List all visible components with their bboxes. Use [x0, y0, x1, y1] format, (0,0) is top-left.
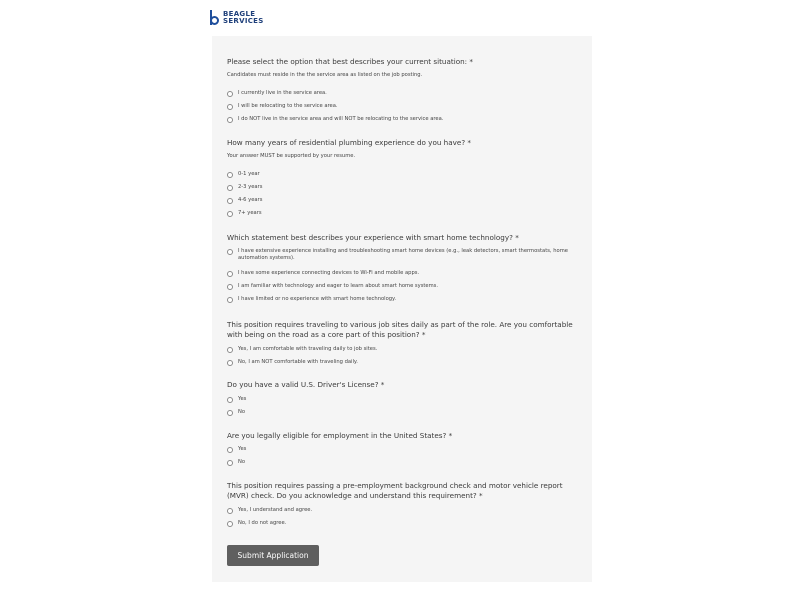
option-label: No, I do not agree.: [238, 520, 287, 526]
radio-button-icon[interactable]: [227, 297, 233, 303]
experience-option-2-3[interactable]: [227, 184, 577, 191]
smart-home-option-familiar[interactable]: [227, 283, 577, 290]
radio-button-icon[interactable]: [227, 271, 233, 277]
logo-wordmark: [223, 11, 264, 25]
option-label: 7+ years: [238, 210, 262, 216]
smart-home-option-extensive[interactable]: [227, 248, 577, 262]
question-experience-note: Your answer MUST be supported by your resume.: [227, 153, 356, 159]
option-label: 0-1 year: [238, 171, 260, 177]
radio-button-icon[interactable]: [227, 91, 233, 97]
option-label: I do NOT live in the service area and will NOT be relocating to the service area.: [238, 116, 444, 122]
radio-button-icon[interactable]: [227, 249, 233, 255]
submit-application-button[interactable]: Submit Application: [227, 545, 319, 566]
radio-button-icon[interactable]: [227, 360, 233, 366]
option-label: I am familiar with technology and eager to learn about smart home systems.: [238, 283, 439, 289]
option-label: No: [238, 459, 246, 465]
experience-option-4-6[interactable]: [227, 197, 577, 204]
application-form: [212, 36, 592, 582]
radio-button-icon[interactable]: [227, 284, 233, 290]
radio-button-icon[interactable]: [227, 185, 233, 191]
radio-button-icon[interactable]: [227, 172, 233, 178]
option-label: I will be relocating to the service area.: [238, 103, 338, 109]
eligibility-option-no[interactable]: [227, 459, 577, 466]
radio-button-icon[interactable]: [227, 347, 233, 353]
radio-button-icon[interactable]: [227, 198, 233, 204]
question-smart-home-title: Which statement best describes your experience with smart home technology? *: [227, 233, 519, 242]
radio-button-icon[interactable]: [227, 117, 233, 123]
question-drivers-license-title: Do you have a valid U.S. Driver's License? *: [227, 380, 385, 389]
radio-button-icon[interactable]: [227, 104, 233, 110]
radio-button-icon[interactable]: [227, 447, 233, 453]
radio-button-icon[interactable]: [227, 211, 233, 217]
question-residence-title: Please select the option that best describes your current situation: *: [227, 57, 473, 66]
question-travel-title: This position requires traveling to various job sites daily as part of the role. Are you comfortable with being on the road as a core part of this position? *: [227, 320, 573, 339]
background-check-option-agree[interactable]: [227, 507, 577, 514]
question-eligibility-title: Are you legally eligible for employment in the United States? *: [227, 431, 453, 440]
option-label: Yes: [238, 446, 247, 452]
beagle-services-logo: [209, 10, 264, 26]
question-experience-title: How many years of residential plumbing experience do you have? *: [227, 138, 472, 147]
option-label: I have limited or no experience with smart home technology.: [238, 296, 397, 302]
smart-home-option-limited[interactable]: [227, 296, 577, 303]
question-background-check-title: This position requires passing a pre-employment background check and motor vehicle report (MVR) check. Do you acknowledge and understand this requirement? *: [227, 481, 563, 500]
radio-button-icon[interactable]: [227, 521, 233, 527]
option-label: I have extensive experience installing and troubleshooting smart home devices (e.g., leak detectors, smart thermostats, home automation systems).: [238, 248, 568, 261]
option-label: No, I am NOT comfortable with traveling daily.: [238, 359, 358, 365]
drivers-license-option-yes[interactable]: [227, 396, 577, 403]
residence-option-not-live[interactable]: [227, 116, 577, 123]
logo-line-2: SERVICES: [223, 17, 264, 25]
residence-option-live[interactable]: [227, 90, 577, 97]
smart-home-option-some[interactable]: [227, 270, 577, 277]
background-check-option-disagree[interactable]: [227, 520, 577, 527]
question-residence-note: Candidates must reside in the the service area as listed on the job posting.: [227, 72, 423, 78]
drivers-license-option-no[interactable]: [227, 409, 577, 416]
radio-button-icon[interactable]: [227, 460, 233, 466]
radio-button-icon[interactable]: [227, 508, 233, 514]
option-label: No: [238, 409, 246, 415]
eligibility-option-yes[interactable]: [227, 446, 577, 453]
residence-option-relocating[interactable]: [227, 103, 577, 110]
option-label: 4-6 years: [238, 197, 263, 203]
option-label: 2-3 years: [238, 184, 263, 190]
option-label: Yes: [238, 396, 247, 402]
option-label: I currently live in the service area.: [238, 90, 327, 96]
radio-button-icon[interactable]: [227, 397, 233, 403]
beagle-b-logo-icon: [209, 10, 221, 26]
option-label: Yes, I understand and agree.: [238, 507, 313, 513]
logo-line-1: BEAGLE: [223, 10, 256, 18]
travel-option-no[interactable]: [227, 359, 577, 366]
travel-option-yes[interactable]: [227, 346, 577, 353]
radio-button-icon[interactable]: [227, 410, 233, 416]
experience-option-0-1[interactable]: [227, 171, 577, 178]
experience-option-7-plus[interactable]: [227, 210, 577, 217]
option-label: Yes, I am comfortable with traveling daily to job sites.: [238, 346, 378, 352]
option-label: I have some experience connecting devices to Wi-Fi and mobile apps.: [238, 270, 420, 276]
